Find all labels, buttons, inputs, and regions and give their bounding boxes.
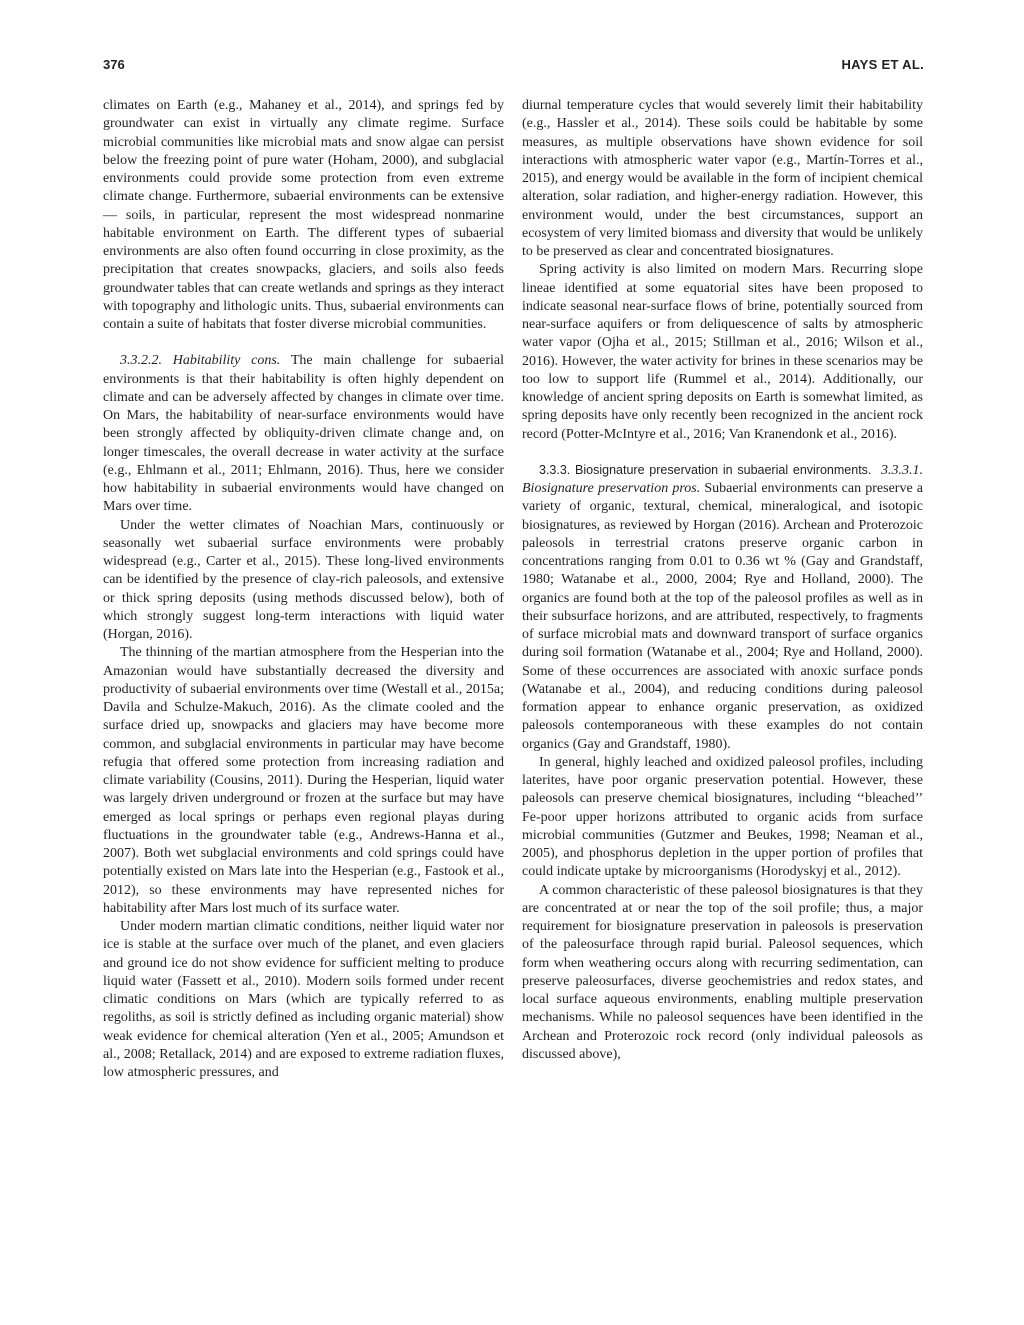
right-column [522, 97, 923, 1064]
paragraph: A common characteristic of these paleosol biosignatures is that they are concentrated at or near the top of the soil profile; thus, a major requirement for biosignature preservation in paleosols is preservation of the paleosurface through rapid burial. Paleosol sequences, which form when weathering occurs along with recurring sedimentation, can preserve paleosurfaces, diverse geochemistries and redox states, and local surface aqueous environments, enabling multiple preservation mechanisms. While no paleosol sequences have been identified in the Archean and Proterozoic rock record (only individual paleosols as discussed above), [522, 882, 923, 1062]
paragraph: diurnal temperature cycles that would severely limit their habitability (e.g., Hassler et al., 2014). These soils could be habitable by some measures, as multiple observations have shown evidence for soil interactions with atmospheric water vapor (e.g., Martín-Torres et al., 2015), and energy would be available in the form of incipient chemical alteration, solar radiation, and higher-energy radiation. However, this environment would, under the best circumstances, support an ecosystem of very limited biomass and diversity that would be unlikely to be preserved as clear and concentrated biosignatures. [522, 98, 923, 259]
page-number: 376 [103, 57, 125, 72]
paragraph: Under the wetter climates of Noachian Mars, continuously or seasonally wet subaerial surface environments were probably widespread (e.g., Carter et al., 2015). These long-lived environments can be identified by the presence of clay-rich paleosols, and extensive or thick spring deposits (using methods discussed below), both of which strongly suggest long-term interactions with liquid water (Horgan, 2016). [103, 517, 504, 642]
paragraph: Under modern martian climatic conditions, neither liquid water nor ice is stable at the surface over much of the planet, and even glaciers and ground ice do not show evidence for sufficient melting to produce liquid water (Fassett et al., 2010). Modern soils formed under recent climatic conditions on Mars (which are typically referred to as regoliths, as soil is strictly defined as including organic material) show weak evidence for chemical alteration (Yen et al., 2005; Amundson et al., 2008; Retallack, 2014) and are exposed to extreme radiation fluxes, low atmospheric pressures, and [103, 919, 504, 1080]
paragraph: In general, highly leached and oxidized paleosol profiles, including laterites, have poor organic preservation potential. However, these paleosols can preserve chemical biosignatures, including ‘‘bleached’’ Fe-poor upper horizons attributed to organic acids from surface microbial communities (Gutzmer and Beukes, 1998; Neaman et al., 2005), and phosphorus depletion in the upper portion of profiles that could indicate uptake by microorganisms (Horodyskyj et al., 2012). [522, 754, 923, 880]
running-head [103, 57, 924, 73]
section-heading: 3.3.3. Biosignature preservation in subaerial environments. [539, 462, 872, 477]
subsection-heading: 3.3.3.1. Biosignature preservation pros. [522, 462, 923, 496]
section-body: The main challenge for subaerial environments is that their habitability is often highly dependent on climate and can be adversely affected by changes in climate over time. On Mars, the habitability of near-surface environments would have been strongly affected by obliquity-driven climate change and, on longer timescales, the overall decrease in water activity at the surface (e.g., Ehlmann et al., 2011; Ehlmann, 2016). Thus, here we consider how habitability in subaerial environments would have changed on Mars over time. [103, 353, 505, 515]
section-body: Subaerial environments can preserve a variety of organic, textural, chemical, mineralogical, and isotopic biosignatures, as reviewed by Horgan (2016). Archean and Proterozoic paleosols in terrestrial cratons preserve organic carbon in concentrations ranging from 0.01 to 0.36 wt % (Gay and Grandstaff, 1980; Watanabe et al., 2000, 2004; Rye and Holland, 2000). The organics are found both at the top of the paleosol profiles as well as in their subsurface horizons, and are attributed, respectively, to fragments of surface microbial mats and downward transport of surface organics during soil formation (Watanabe et al., 2004; Rye and Holland, 2000). Some of these occurrences are associated with anoxic surface ponds (Watanabe et al., 2004), and reducing conditions during paleosol formation appear to enhance organic preservation, as oxidized paleosols contemporaneous with these examples do not contain organics (Gay and Grandstaff, 1980). [522, 481, 924, 752]
left-column [103, 97, 504, 1082]
paragraph: Spring activity is also limited on modern Mars. Recurring slope lineae identified at some equatorial sites have been proposed to indicate seasonal near-surface flows of brine, potentially sourced from near-surface aquifers or from deliquescence of salts by atmospheric water vapor (Ojha et al., 2015; Stillman et al., 2016; Wilson et al., 2016). However, the water activity for brines in these scenarios may be too low to support life (Rummel et al., 2014). Additionally, our knowledge of ancient spring deposits on Earth is somewhat limited, as spring deposits have only recently been recognized in the ancient rock record (Potter-McIntyre et al., 2016; Van Kranendonk et al., 2016). [522, 262, 923, 442]
paragraph: The thinning of the martian atmosphere from the Hesperian into the Amazonian would have substantially decreased the diversity and productivity of subaerial environments over time (Westall et al., 2015a; Davila and Schulze-Makuch, 2016). As the climate cooled and the surface dried up, snowpacks and glaciers may have become more common, and subglacial environments in particular may have become refugia that offered some protection from increasing radiation and climate variability (Cousins, 2011). During the Hesperian, liquid water was largely driven underground or frozen at the surface but may have emerged as local springs or perhaps even regional playas during fluctuations in the groundwater table (e.g., Andrews-Hanna et al., 2007). Both wet subglacial environments and cold springs could have potentially existed on Mars late into the Hesperian (e.g., Fastook et al., 2012), so these environments may have represented niches for habitability after Mars lost much of its surface water. [103, 645, 504, 916]
paragraph: climates on Earth (e.g., Mahaney et al., 2014), and springs fed by groundwater can exist in virtually any climate regime. Surface microbial communities like microbial mats and snow algae can persist below the freezing point of pure water (Hoham, 2000), and subglacial environments could provide some protection from even extreme climate change. Furthermore, subaerial environments can be extensive— soils, in particular, represent the most widespread nonmarine habitable environment on Earth. The different types of subaerial environments are also often found occurring in close proximity, as the precipitation that creates snowpacks, glaciers, and soils also feeds groundwater tables that can create wetlands and springs as they interact with topography and lithologic units. Thus, subaerial environments can contain a suite of habitats that foster diverse microbial communities. [103, 98, 504, 332]
section-3-3-3 [522, 461, 923, 754]
running-head-authors: HAYS ET AL. [841, 57, 924, 72]
section-3-3-2-2 [103, 352, 504, 516]
section-heading: 3.3.2.2. Habitability cons. [120, 353, 281, 369]
